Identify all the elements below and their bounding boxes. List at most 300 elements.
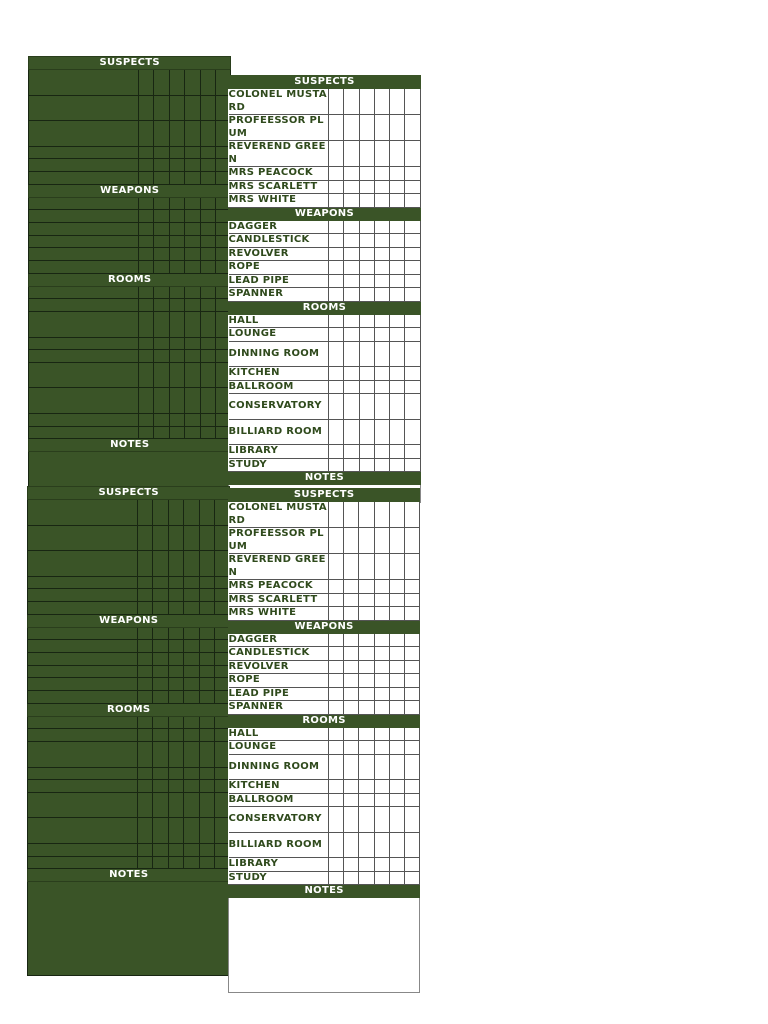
mark-cell[interactable] xyxy=(405,274,420,288)
mark-cell[interactable] xyxy=(359,580,374,594)
mark-cell[interactable] xyxy=(405,288,420,302)
mark-cell[interactable] xyxy=(138,729,153,742)
mark-cell[interactable] xyxy=(344,647,359,661)
mark-cell[interactable] xyxy=(184,640,199,653)
mark-cell[interactable] xyxy=(138,691,153,704)
mark-cell[interactable] xyxy=(329,727,344,741)
mark-cell[interactable] xyxy=(404,687,419,701)
mark-cell[interactable] xyxy=(390,445,405,459)
mark-cell[interactable] xyxy=(404,793,419,807)
mark-cell[interactable] xyxy=(184,551,199,577)
mark-cell[interactable] xyxy=(390,247,405,261)
mark-cell[interactable] xyxy=(139,350,154,363)
mark-cell[interactable] xyxy=(185,299,200,312)
mark-cell[interactable] xyxy=(138,640,153,653)
mark-cell[interactable] xyxy=(374,419,389,445)
mark-cell[interactable] xyxy=(374,115,389,141)
mark-cell[interactable] xyxy=(359,754,374,780)
mark-cell[interactable] xyxy=(154,388,169,414)
mark-cell[interactable] xyxy=(199,729,214,742)
mark-cell[interactable] xyxy=(153,551,168,577)
mark-cell[interactable] xyxy=(374,234,389,248)
mark-cell[interactable] xyxy=(359,647,374,661)
mark-cell[interactable] xyxy=(404,593,419,607)
mark-cell[interactable] xyxy=(329,832,344,858)
mark-cell[interactable] xyxy=(374,458,389,472)
mark-cell[interactable] xyxy=(359,807,374,833)
mark-cell[interactable] xyxy=(404,871,419,885)
mark-cell[interactable] xyxy=(139,121,154,147)
mark-cell[interactable] xyxy=(184,601,199,614)
mark-cell[interactable] xyxy=(199,652,214,665)
mark-cell[interactable] xyxy=(138,716,153,729)
mark-cell[interactable] xyxy=(405,167,420,181)
mark-cell[interactable] xyxy=(405,141,420,167)
mark-cell[interactable] xyxy=(154,197,169,210)
mark-cell[interactable] xyxy=(168,601,183,614)
mark-cell[interactable] xyxy=(138,589,153,602)
mark-cell[interactable] xyxy=(153,843,168,856)
mark-cell[interactable] xyxy=(329,858,344,872)
mark-cell[interactable] xyxy=(329,288,344,302)
mark-cell[interactable] xyxy=(390,194,405,208)
mark-cell[interactable] xyxy=(199,576,214,589)
mark-cell[interactable] xyxy=(374,858,389,872)
mark-cell[interactable] xyxy=(139,286,154,299)
mark-cell[interactable] xyxy=(344,674,359,688)
mark-cell[interactable] xyxy=(329,554,344,580)
mark-cell[interactable] xyxy=(184,500,199,526)
mark-cell[interactable] xyxy=(389,607,404,621)
mark-cell[interactable] xyxy=(138,665,153,678)
mark-cell[interactable] xyxy=(359,180,374,194)
mark-cell[interactable] xyxy=(344,274,359,288)
mark-cell[interactable] xyxy=(344,871,359,885)
mark-cell[interactable] xyxy=(359,458,374,472)
mark-cell[interactable] xyxy=(329,419,344,445)
mark-cell[interactable] xyxy=(344,194,359,208)
mark-cell[interactable] xyxy=(344,502,359,528)
mark-cell[interactable] xyxy=(168,589,183,602)
mark-cell[interactable] xyxy=(344,593,359,607)
mark-cell[interactable] xyxy=(169,362,184,388)
mark-cell[interactable] xyxy=(359,288,374,302)
mark-cell[interactable] xyxy=(154,121,169,147)
mark-cell[interactable] xyxy=(359,633,374,647)
mark-cell[interactable] xyxy=(389,780,404,794)
mark-cell[interactable] xyxy=(404,754,419,780)
mark-cell[interactable] xyxy=(359,780,374,794)
mark-cell[interactable] xyxy=(344,445,359,459)
mark-cell[interactable] xyxy=(329,674,344,688)
mark-cell[interactable] xyxy=(329,141,344,167)
mark-cell[interactable] xyxy=(374,89,389,115)
mark-cell[interactable] xyxy=(154,95,169,121)
mark-cell[interactable] xyxy=(344,807,359,833)
mark-cell[interactable] xyxy=(139,70,154,96)
mark-cell[interactable] xyxy=(359,419,374,445)
mark-cell[interactable] xyxy=(185,235,200,248)
mark-cell[interactable] xyxy=(374,633,389,647)
mark-cell[interactable] xyxy=(359,141,374,167)
mark-cell[interactable] xyxy=(374,647,389,661)
mark-cell[interactable] xyxy=(139,388,154,414)
mark-cell[interactable] xyxy=(169,95,184,121)
mark-cell[interactable] xyxy=(359,247,374,261)
mark-cell[interactable] xyxy=(344,832,359,858)
mark-cell[interactable] xyxy=(374,780,389,794)
mark-cell[interactable] xyxy=(389,674,404,688)
mark-cell[interactable] xyxy=(389,858,404,872)
mark-cell[interactable] xyxy=(374,314,389,328)
mark-cell[interactable] xyxy=(199,678,214,691)
mark-cell[interactable] xyxy=(199,525,214,551)
mark-cell[interactable] xyxy=(138,500,153,526)
mark-cell[interactable] xyxy=(329,793,344,807)
mark-cell[interactable] xyxy=(153,525,168,551)
mark-cell[interactable] xyxy=(359,394,374,420)
mark-cell[interactable] xyxy=(169,197,184,210)
mark-cell[interactable] xyxy=(185,222,200,235)
mark-cell[interactable] xyxy=(154,159,169,172)
mark-cell[interactable] xyxy=(168,678,183,691)
mark-cell[interactable] xyxy=(405,458,420,472)
mark-cell[interactable] xyxy=(168,780,183,793)
mark-cell[interactable] xyxy=(154,146,169,159)
mark-cell[interactable] xyxy=(374,194,389,208)
mark-cell[interactable] xyxy=(138,576,153,589)
mark-cell[interactable] xyxy=(200,146,215,159)
mark-cell[interactable] xyxy=(404,832,419,858)
mark-cell[interactable] xyxy=(329,647,344,661)
mark-cell[interactable] xyxy=(390,288,405,302)
mark-cell[interactable] xyxy=(329,274,344,288)
mark-cell[interactable] xyxy=(374,528,389,554)
mark-cell[interactable] xyxy=(329,528,344,554)
mark-cell[interactable] xyxy=(359,528,374,554)
mark-cell[interactable] xyxy=(185,388,200,414)
mark-cell[interactable] xyxy=(185,337,200,350)
mark-cell[interactable] xyxy=(153,691,168,704)
mark-cell[interactable] xyxy=(405,419,420,445)
notes-area[interactable] xyxy=(28,882,230,976)
mark-cell[interactable] xyxy=(389,741,404,755)
mark-cell[interactable] xyxy=(359,220,374,234)
mark-cell[interactable] xyxy=(200,222,215,235)
mark-cell[interactable] xyxy=(139,210,154,223)
mark-cell[interactable] xyxy=(153,792,168,818)
mark-cell[interactable] xyxy=(329,234,344,248)
mark-cell[interactable] xyxy=(329,220,344,234)
mark-cell[interactable] xyxy=(359,660,374,674)
mark-cell[interactable] xyxy=(405,380,420,394)
mark-cell[interactable] xyxy=(329,633,344,647)
mark-cell[interactable] xyxy=(374,141,389,167)
mark-cell[interactable] xyxy=(389,832,404,858)
mark-cell[interactable] xyxy=(200,261,215,274)
mark-cell[interactable] xyxy=(185,70,200,96)
mark-cell[interactable] xyxy=(374,701,389,715)
mark-cell[interactable] xyxy=(169,159,184,172)
mark-cell[interactable] xyxy=(390,380,405,394)
mark-cell[interactable] xyxy=(138,627,153,640)
mark-cell[interactable] xyxy=(344,89,359,115)
mark-cell[interactable] xyxy=(139,248,154,261)
mark-cell[interactable] xyxy=(139,222,154,235)
mark-cell[interactable] xyxy=(359,674,374,688)
mark-cell[interactable] xyxy=(374,674,389,688)
mark-cell[interactable] xyxy=(169,146,184,159)
mark-cell[interactable] xyxy=(390,394,405,420)
mark-cell[interactable] xyxy=(138,525,153,551)
mark-cell[interactable] xyxy=(153,729,168,742)
mark-cell[interactable] xyxy=(390,261,405,275)
mark-cell[interactable] xyxy=(389,687,404,701)
mark-cell[interactable] xyxy=(168,729,183,742)
mark-cell[interactable] xyxy=(359,502,374,528)
mark-cell[interactable] xyxy=(138,601,153,614)
mark-cell[interactable] xyxy=(329,367,344,381)
mark-cell[interactable] xyxy=(168,500,183,526)
mark-cell[interactable] xyxy=(374,793,389,807)
mark-cell[interactable] xyxy=(389,502,404,528)
mark-cell[interactable] xyxy=(168,551,183,577)
mark-cell[interactable] xyxy=(344,419,359,445)
mark-cell[interactable] xyxy=(389,633,404,647)
mark-cell[interactable] xyxy=(389,793,404,807)
mark-cell[interactable] xyxy=(404,701,419,715)
mark-cell[interactable] xyxy=(329,807,344,833)
mark-cell[interactable] xyxy=(154,350,169,363)
mark-cell[interactable] xyxy=(374,741,389,755)
mark-cell[interactable] xyxy=(329,754,344,780)
mark-cell[interactable] xyxy=(329,660,344,674)
mark-cell[interactable] xyxy=(374,367,389,381)
mark-cell[interactable] xyxy=(329,394,344,420)
mark-cell[interactable] xyxy=(169,222,184,235)
mark-cell[interactable] xyxy=(184,652,199,665)
mark-cell[interactable] xyxy=(139,362,154,388)
mark-cell[interactable] xyxy=(374,341,389,367)
mark-cell[interactable] xyxy=(200,171,215,184)
mark-cell[interactable] xyxy=(169,171,184,184)
mark-cell[interactable] xyxy=(185,248,200,261)
mark-cell[interactable] xyxy=(138,818,153,844)
mark-cell[interactable] xyxy=(169,312,184,338)
mark-cell[interactable] xyxy=(139,197,154,210)
mark-cell[interactable] xyxy=(359,194,374,208)
mark-cell[interactable] xyxy=(184,843,199,856)
mark-cell[interactable] xyxy=(153,601,168,614)
mark-cell[interactable] xyxy=(374,727,389,741)
mark-cell[interactable] xyxy=(359,687,374,701)
mark-cell[interactable] xyxy=(168,691,183,704)
mark-cell[interactable] xyxy=(359,234,374,248)
mark-cell[interactable] xyxy=(185,171,200,184)
mark-cell[interactable] xyxy=(390,167,405,181)
mark-cell[interactable] xyxy=(138,678,153,691)
mark-cell[interactable] xyxy=(374,687,389,701)
mark-cell[interactable] xyxy=(374,180,389,194)
mark-cell[interactable] xyxy=(154,299,169,312)
mark-cell[interactable] xyxy=(359,554,374,580)
mark-cell[interactable] xyxy=(404,607,419,621)
mark-cell[interactable] xyxy=(185,121,200,147)
mark-cell[interactable] xyxy=(359,858,374,872)
mark-cell[interactable] xyxy=(199,792,214,818)
mark-cell[interactable] xyxy=(184,767,199,780)
mark-cell[interactable] xyxy=(153,856,168,869)
mark-cell[interactable] xyxy=(374,554,389,580)
mark-cell[interactable] xyxy=(169,248,184,261)
mark-cell[interactable] xyxy=(168,742,183,768)
mark-cell[interactable] xyxy=(153,627,168,640)
mark-cell[interactable] xyxy=(184,780,199,793)
mark-cell[interactable] xyxy=(153,716,168,729)
mark-cell[interactable] xyxy=(389,754,404,780)
mark-cell[interactable] xyxy=(389,871,404,885)
mark-cell[interactable] xyxy=(184,525,199,551)
mark-cell[interactable] xyxy=(168,716,183,729)
mark-cell[interactable] xyxy=(329,607,344,621)
mark-cell[interactable] xyxy=(185,426,200,439)
mark-cell[interactable] xyxy=(329,89,344,115)
mark-cell[interactable] xyxy=(405,314,420,328)
mark-cell[interactable] xyxy=(184,818,199,844)
mark-cell[interactable] xyxy=(169,70,184,96)
mark-cell[interactable] xyxy=(199,627,214,640)
mark-cell[interactable] xyxy=(374,167,389,181)
mark-cell[interactable] xyxy=(344,380,359,394)
mark-cell[interactable] xyxy=(168,640,183,653)
mark-cell[interactable] xyxy=(404,647,419,661)
mark-cell[interactable] xyxy=(374,807,389,833)
mark-cell[interactable] xyxy=(153,576,168,589)
mark-cell[interactable] xyxy=(138,780,153,793)
mark-cell[interactable] xyxy=(404,580,419,594)
mark-cell[interactable] xyxy=(359,367,374,381)
mark-cell[interactable] xyxy=(168,627,183,640)
mark-cell[interactable] xyxy=(153,780,168,793)
mark-cell[interactable] xyxy=(359,274,374,288)
mark-cell[interactable] xyxy=(168,792,183,818)
mark-cell[interactable] xyxy=(374,502,389,528)
mark-cell[interactable] xyxy=(153,589,168,602)
mark-cell[interactable] xyxy=(329,341,344,367)
mark-cell[interactable] xyxy=(154,248,169,261)
mark-cell[interactable] xyxy=(185,146,200,159)
mark-cell[interactable] xyxy=(168,767,183,780)
mark-cell[interactable] xyxy=(184,856,199,869)
mark-cell[interactable] xyxy=(199,716,214,729)
mark-cell[interactable] xyxy=(344,793,359,807)
mark-cell[interactable] xyxy=(154,171,169,184)
mark-cell[interactable] xyxy=(168,576,183,589)
mark-cell[interactable] xyxy=(344,141,359,167)
mark-cell[interactable] xyxy=(374,445,389,459)
mark-cell[interactable] xyxy=(184,716,199,729)
mark-cell[interactable] xyxy=(153,640,168,653)
mark-cell[interactable] xyxy=(154,210,169,223)
mark-cell[interactable] xyxy=(139,261,154,274)
mark-cell[interactable] xyxy=(154,312,169,338)
mark-cell[interactable] xyxy=(199,818,214,844)
mark-cell[interactable] xyxy=(405,247,420,261)
mark-cell[interactable] xyxy=(168,843,183,856)
mark-cell[interactable] xyxy=(329,780,344,794)
mark-cell[interactable] xyxy=(139,95,154,121)
mark-cell[interactable] xyxy=(404,660,419,674)
mark-cell[interactable] xyxy=(169,286,184,299)
mark-cell[interactable] xyxy=(359,89,374,115)
mark-cell[interactable] xyxy=(390,328,405,342)
mark-cell[interactable] xyxy=(359,793,374,807)
mark-cell[interactable] xyxy=(405,445,420,459)
mark-cell[interactable] xyxy=(405,180,420,194)
mark-cell[interactable] xyxy=(138,792,153,818)
mark-cell[interactable] xyxy=(200,413,215,426)
mark-cell[interactable] xyxy=(344,607,359,621)
mark-cell[interactable] xyxy=(389,580,404,594)
mark-cell[interactable] xyxy=(169,121,184,147)
mark-cell[interactable] xyxy=(404,727,419,741)
mark-cell[interactable] xyxy=(185,413,200,426)
mark-cell[interactable] xyxy=(359,314,374,328)
mark-cell[interactable] xyxy=(344,247,359,261)
mark-cell[interactable] xyxy=(329,593,344,607)
mark-cell[interactable] xyxy=(199,665,214,678)
mark-cell[interactable] xyxy=(184,742,199,768)
mark-cell[interactable] xyxy=(390,341,405,367)
mark-cell[interactable] xyxy=(200,121,215,147)
mark-cell[interactable] xyxy=(184,729,199,742)
mark-cell[interactable] xyxy=(199,767,214,780)
mark-cell[interactable] xyxy=(184,792,199,818)
mark-cell[interactable] xyxy=(154,337,169,350)
mark-cell[interactable] xyxy=(329,580,344,594)
mark-cell[interactable] xyxy=(169,299,184,312)
mark-cell[interactable] xyxy=(390,419,405,445)
mark-cell[interactable] xyxy=(185,159,200,172)
mark-cell[interactable] xyxy=(344,780,359,794)
mark-cell[interactable] xyxy=(405,367,420,381)
mark-cell[interactable] xyxy=(390,89,405,115)
mark-cell[interactable] xyxy=(404,858,419,872)
mark-cell[interactable] xyxy=(404,633,419,647)
mark-cell[interactable] xyxy=(154,261,169,274)
mark-cell[interactable] xyxy=(389,554,404,580)
mark-cell[interactable] xyxy=(169,350,184,363)
mark-cell[interactable] xyxy=(344,341,359,367)
mark-cell[interactable] xyxy=(138,652,153,665)
mark-cell[interactable] xyxy=(344,314,359,328)
mark-cell[interactable] xyxy=(200,248,215,261)
mark-cell[interactable] xyxy=(184,691,199,704)
mark-cell[interactable] xyxy=(374,607,389,621)
mark-cell[interactable] xyxy=(390,220,405,234)
mark-cell[interactable] xyxy=(329,701,344,715)
mark-cell[interactable] xyxy=(374,288,389,302)
mark-cell[interactable] xyxy=(200,70,215,96)
mark-cell[interactable] xyxy=(404,741,419,755)
mark-cell[interactable] xyxy=(374,261,389,275)
mark-cell[interactable] xyxy=(374,754,389,780)
mark-cell[interactable] xyxy=(359,832,374,858)
mark-cell[interactable] xyxy=(200,362,215,388)
mark-cell[interactable] xyxy=(329,458,344,472)
mark-cell[interactable] xyxy=(359,727,374,741)
mark-cell[interactable] xyxy=(390,458,405,472)
